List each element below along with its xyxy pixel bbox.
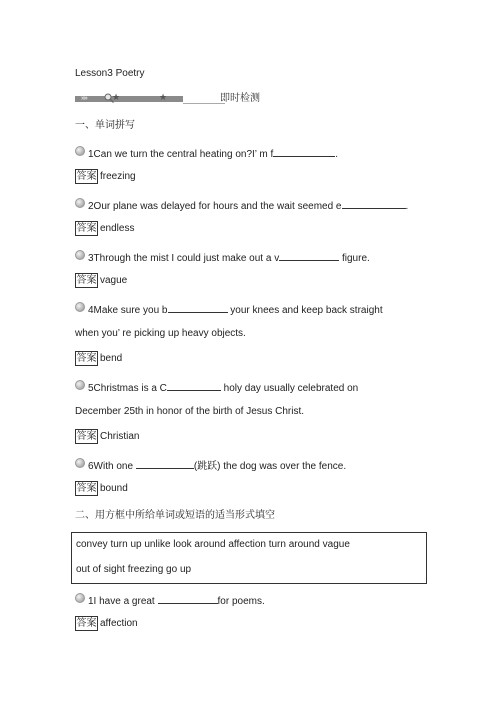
question-text-end: holy day usually celebrated on — [220, 383, 359, 394]
question-text-end: your knees and keep back straight — [227, 305, 383, 316]
answer-blank[interactable] — [342, 198, 406, 209]
question-2 — [88, 198, 408, 213]
banner-underline — [183, 103, 225, 104]
question-text: 1I have a great — [88, 596, 158, 607]
question-text-end: figure. — [339, 253, 370, 264]
answer-blank[interactable] — [136, 458, 194, 469]
question-6 — [88, 458, 346, 473]
lesson-title: Lesson3 Poetry — [75, 68, 145, 79]
bullet-icon — [75, 198, 85, 208]
answer-label: 答案 — [76, 275, 97, 286]
question-text: 3Through the mist I could just make out a v — [88, 253, 280, 264]
banner-label: 即时检测 — [220, 93, 260, 104]
answer-label: 答案 — [76, 483, 97, 494]
question-text: 5Christmas is a C — [88, 383, 167, 394]
star-icon: ★ — [159, 92, 168, 102]
bullet-icon — [75, 146, 85, 156]
question-text: 6With one — [88, 461, 136, 472]
answer-text: vague — [100, 275, 128, 286]
section-heading: 一、单词拼写 — [75, 120, 135, 131]
bullet-icon — [75, 250, 85, 260]
answer-label: 答案 — [76, 171, 97, 182]
answer-label: 答案 — [76, 353, 97, 364]
answer-text: bound — [100, 483, 128, 494]
answer-text: freezing — [100, 171, 136, 182]
answer-text: endless — [100, 223, 135, 234]
word-bank-box — [71, 532, 427, 584]
question-text-continued: when you’ re picking up heavy objects. — [75, 328, 246, 339]
answer-blank[interactable] — [168, 302, 228, 313]
word-bank-line: out of sight freezing go up — [76, 564, 192, 575]
bullet-icon — [75, 380, 85, 390]
question-1 — [88, 146, 338, 161]
answer-blank[interactable] — [158, 593, 218, 604]
chevron-icon: »» — [81, 95, 87, 102]
star-icon: ★ — [112, 92, 121, 102]
question-s2-1 — [88, 593, 265, 608]
question-text-continued: December 25th in honor of the birth of Jesus Christ. — [75, 406, 305, 417]
question-text: 1Can we turn the central heating on?I’ m f — [88, 149, 274, 160]
question-text-end: . — [335, 149, 339, 160]
question-5 — [88, 380, 358, 395]
question-text: 2Our plane was delayed for hours and the wait seemed e — [88, 201, 342, 212]
answer-text: Christian — [100, 431, 140, 442]
question-text-end: (跳跃) the dog was over the fence. — [193, 461, 347, 472]
question-text-end: . — [405, 201, 409, 212]
answer-blank[interactable] — [279, 250, 339, 261]
answer-label: 答案 — [76, 223, 97, 234]
answer-label: 答案 — [76, 431, 97, 442]
bullet-icon — [75, 458, 85, 468]
answer-blank[interactable] — [167, 380, 221, 391]
question-text: 4Make sure you b — [88, 305, 168, 316]
answer-label: 答案 — [76, 618, 97, 629]
section-heading: 二、用方框中所给单词或短语的适当形式填空 — [75, 510, 275, 521]
section-banner — [75, 93, 261, 105]
word-bank-line: convey turn up unlike look around affection turn around vague — [76, 539, 350, 550]
question-4 — [88, 302, 383, 317]
answer-blank[interactable] — [273, 146, 335, 157]
answer-text: affection — [100, 618, 138, 629]
question-text-end: for poems. — [217, 596, 265, 607]
question-3 — [88, 250, 370, 265]
answer-text: bend — [100, 353, 123, 364]
bullet-icon — [75, 302, 85, 312]
bullet-icon — [75, 593, 85, 603]
